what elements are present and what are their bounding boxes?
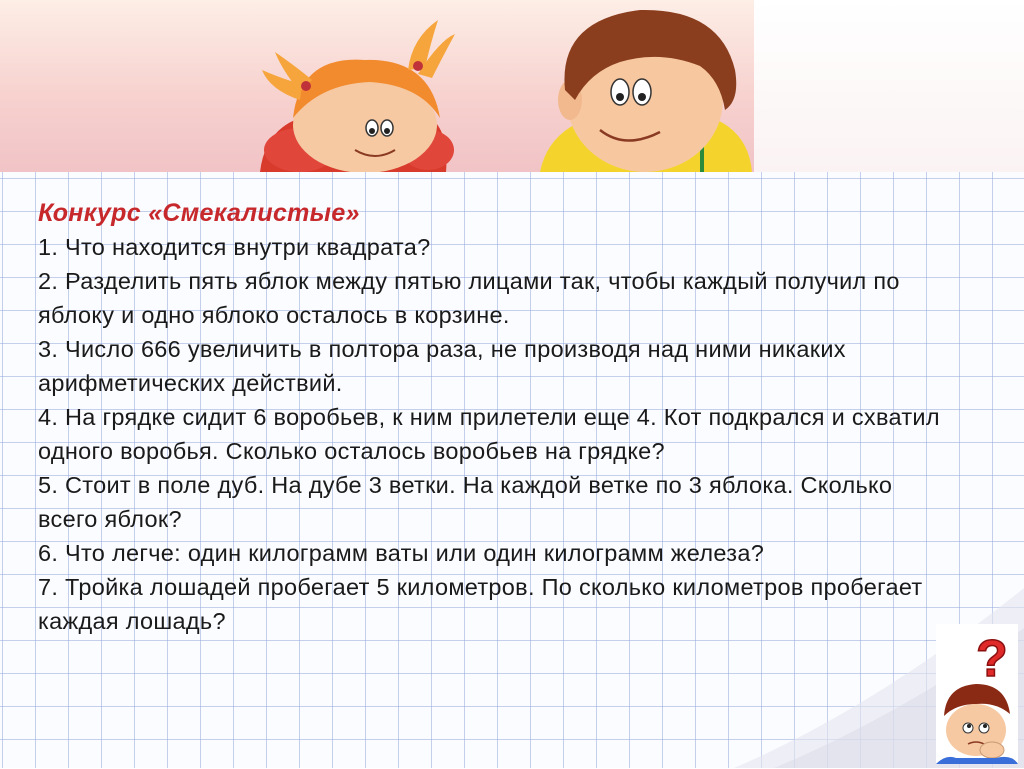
question-1: 1. Что находится внутри квадрата?: [38, 234, 431, 260]
question-3: 3. Число 666 увеличить в полтора раза, не производя над ними никаких арифметических действий.: [38, 336, 846, 396]
girl-figure: [260, 20, 455, 172]
contest-title: Конкурс «Смекалистые»: [38, 199, 360, 227]
contest-content: [38, 196, 958, 638]
svg-text:?: ?: [976, 630, 1008, 688]
question-6: 6. Что легче: один килограмм ваты или один килограмм железа?: [38, 540, 765, 566]
thinking-boy-question-icon: [936, 624, 1018, 764]
kids-illustration: [0, 0, 1024, 172]
question-4: 4. На грядке сидит 6 воробьев, к ним прилетели еще 4. Кот подкрался и схватил одного воробья. Сколько осталось воробьев на грядке?: [38, 404, 940, 464]
question-2: 2. Разделить пять яблок между пятью лицами так, чтобы каждый получил по яблоку и одно яблоко осталось в корзине.: [38, 268, 900, 328]
question-7: 7. Тройка лошадей пробегает 5 километров. По сколько километров пробегает каждая лошадь?: [38, 574, 923, 634]
question-5: 5. Стоит в поле дуб. На дубе 3 ветки. На каждой ветке по 3 яблока. Сколько всего яблок?: [38, 472, 893, 532]
boy-figure: [540, 10, 752, 172]
header-illustration: [0, 0, 1024, 172]
